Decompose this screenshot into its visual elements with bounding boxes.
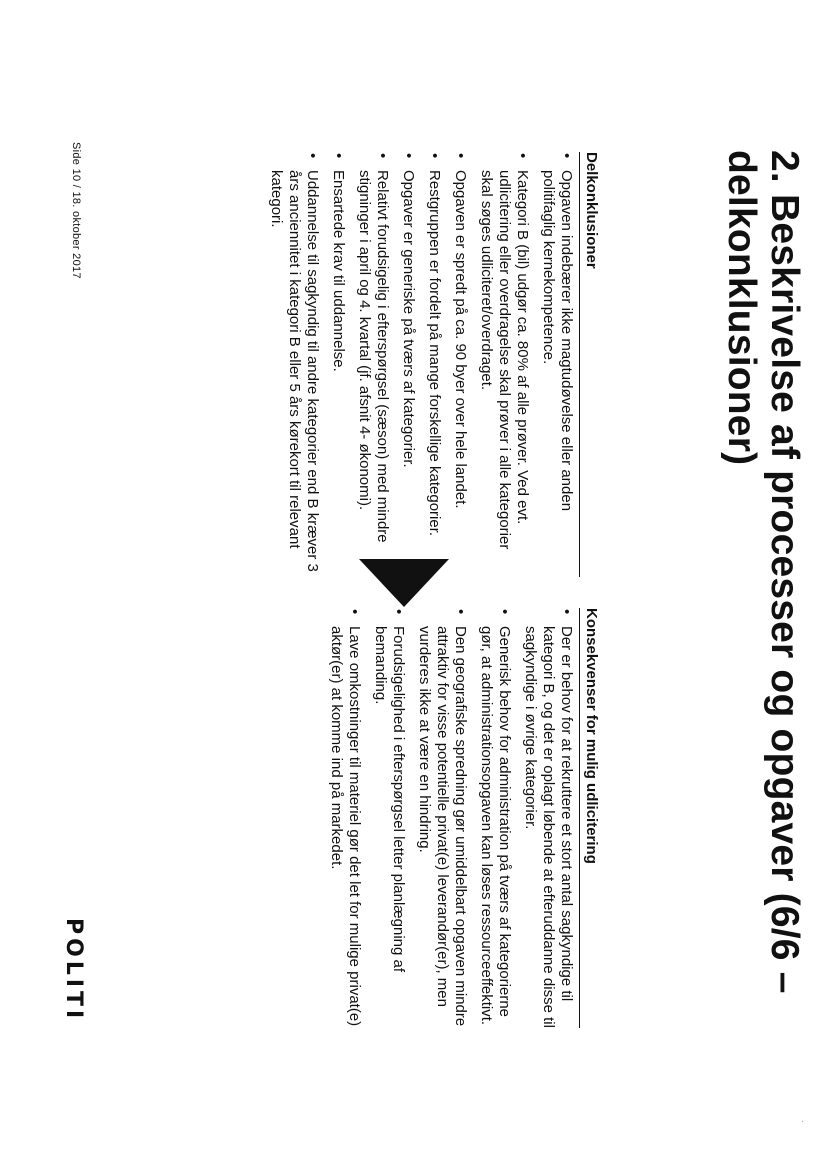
list-item: • Opgaven er spredt på ca. 90 byer over hele landet. bbox=[451, 152, 469, 577]
list-item: • Der er behov for at rekruttere et stort antal sagkyndige til kategori B, og det er oplagt løbende at efteruddanne disse til sagkyndige i øvrige kategorier. bbox=[521, 608, 575, 1028]
list-item: • Kategori B (bil) udgør ca. 80% af alle prøver. Ved evt. udlicitering eller overdragelse skal prøver i alle kategorier skal søges udliciteret/overdraget. bbox=[477, 152, 531, 577]
page-title: 2. Beskrivelse af processer og opgaver (6/6 – delkonklusioner) bbox=[720, 150, 806, 994]
list-item: • Opgaven indebærer ikke magtudøvelse eller anden politifaglig kernekompetence. bbox=[539, 152, 575, 577]
consequences-heading: Konsekvenser for mulig udlicitering bbox=[579, 608, 600, 1028]
list-item: • Generisk behov for administration på tværs af kategorierne gør, at administrationsopgaven kan løses ressourceeffektivt. bbox=[477, 608, 513, 1028]
corner-mark: · bbox=[797, 1119, 808, 1123]
politi-logo: POLITI bbox=[61, 918, 86, 1023]
list-item: • Opgaver er generiske på tværs af kategorier. bbox=[399, 152, 417, 577]
consequences-column bbox=[319, 608, 600, 1028]
list-item: • Forudsigelighed i efterspørgsel letter planlægning af bemanding. bbox=[371, 608, 407, 1028]
list-item: • Restgruppen er fordelt på mange forskellige kategorier. bbox=[425, 152, 443, 577]
consequences-list bbox=[327, 608, 575, 1028]
list-item: • Lave omkostninger til materiel gør det let for mulige privat(e) aktør(er) at komme ind på markedet. bbox=[327, 608, 363, 1028]
list-item: • Relativt forudsigelig i efterspørgsel (sæson) med mindre stigninger i april og 4. kvartal (jf. afsnit 4- økonomi). bbox=[355, 152, 391, 577]
page-footer: Side 10 / 18. oktober 2017 bbox=[70, 142, 82, 279]
list-item: • Ensartede krav til uddannelse. bbox=[329, 152, 347, 577]
conclusions-column bbox=[259, 152, 600, 577]
arrow-right-icon bbox=[359, 559, 449, 607]
conclusions-list bbox=[267, 152, 575, 577]
list-item: • Uddannelse til sagkyndig til andre kategorier end B kræver 3 års anciennitet i kategori B eller 5 års kørekort til relevant kategori. bbox=[267, 152, 321, 577]
list-item: • Den geografiske spredning gør umiddelbart opgaven mindre attraktiv for visse potentielle privat(e) leverandør(er), men vurderes ikke at være en hindring. bbox=[415, 608, 469, 1028]
conclusions-heading: Delkonklusioner bbox=[579, 152, 600, 577]
